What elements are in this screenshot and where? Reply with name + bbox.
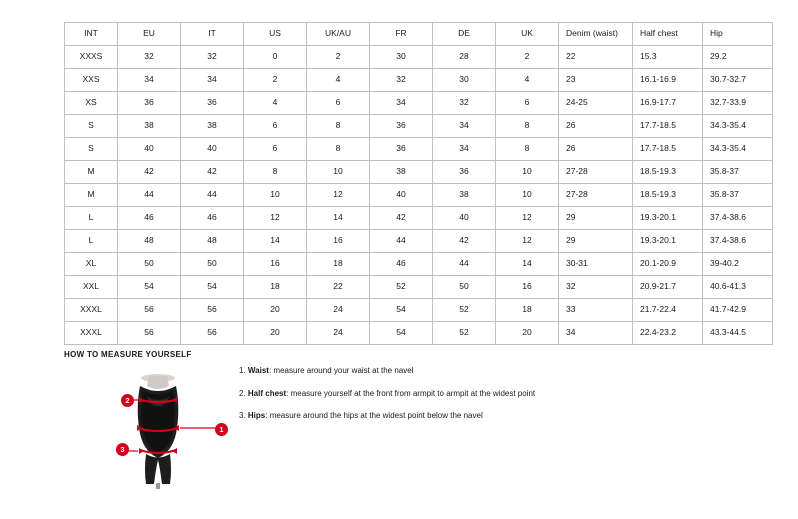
- cell-us: 10: [244, 184, 307, 207]
- cell-int: XXL: [65, 276, 118, 299]
- mannequin-illustration: [94, 366, 224, 491]
- size-table-container: [64, 22, 746, 345]
- marker-2-half-chest: 2: [121, 394, 134, 407]
- cell-int: L: [65, 207, 118, 230]
- table-row: [65, 138, 773, 161]
- cell-uk: 16: [496, 276, 559, 299]
- table-row: [65, 322, 773, 345]
- cell-int: M: [65, 161, 118, 184]
- cell-de: 42: [433, 230, 496, 253]
- col-header-eu: EU: [118, 23, 181, 46]
- cell-eu: 50: [118, 253, 181, 276]
- cell-denim: 30-31: [559, 253, 633, 276]
- cell-us: 8: [244, 161, 307, 184]
- note-number-2: 2.: [239, 388, 246, 398]
- marker-1-waist: 1: [215, 423, 228, 436]
- cell-us: 20: [244, 322, 307, 345]
- cell-fr: 52: [370, 276, 433, 299]
- cell-us: 18: [244, 276, 307, 299]
- cell-denim: 27-28: [559, 161, 633, 184]
- cell-eu: 38: [118, 115, 181, 138]
- col-header-us: US: [244, 23, 307, 46]
- table-row: [65, 69, 773, 92]
- table-row: [65, 46, 773, 69]
- cell-us: 14: [244, 230, 307, 253]
- cell-uk-au: 6: [307, 92, 370, 115]
- cell-int: XL: [65, 253, 118, 276]
- table-row: [65, 299, 773, 322]
- cell-de: 28: [433, 46, 496, 69]
- cell-fr: 36: [370, 138, 433, 161]
- cell-hip: 35.8-37: [703, 161, 773, 184]
- cell-int: L: [65, 230, 118, 253]
- cell-it: 36: [181, 92, 244, 115]
- cell-uk: 8: [496, 138, 559, 161]
- cell-eu: 40: [118, 138, 181, 161]
- cell-de: 34: [433, 138, 496, 161]
- cell-it: 48: [181, 230, 244, 253]
- cell-uk-au: 4: [307, 69, 370, 92]
- cell-fr: 54: [370, 322, 433, 345]
- cell-denim: 32: [559, 276, 633, 299]
- col-header-denim-waist: Denim (waist): [559, 23, 633, 46]
- table-row: [65, 230, 773, 253]
- note-number-1: 1.: [239, 366, 246, 375]
- cell-eu: 36: [118, 92, 181, 115]
- table-row: [65, 276, 773, 299]
- cell-uk-au: 8: [307, 115, 370, 138]
- cell-half-chest: 21.7-22.4: [633, 299, 703, 322]
- cell-uk: 14: [496, 253, 559, 276]
- table-row: [65, 161, 773, 184]
- measure-note-half-chest: [239, 389, 709, 399]
- cell-half-chest: 16.9-17.7: [633, 92, 703, 115]
- cell-eu: 54: [118, 276, 181, 299]
- cell-it: 46: [181, 207, 244, 230]
- cell-uk: 2: [496, 46, 559, 69]
- table-row: [65, 253, 773, 276]
- cell-int: XXXL: [65, 322, 118, 345]
- cell-uk: 10: [496, 184, 559, 207]
- marker-3-hips: 3: [116, 443, 129, 456]
- cell-uk-au: 24: [307, 299, 370, 322]
- cell-de: 30: [433, 69, 496, 92]
- cell-int: XS: [65, 92, 118, 115]
- note-term-waist: Waist: [247, 366, 269, 375]
- cell-it: 56: [181, 322, 244, 345]
- cell-uk-au: 22: [307, 276, 370, 299]
- cell-us: 6: [244, 138, 307, 161]
- cell-int: M: [65, 184, 118, 207]
- note-term-half-chest: Half chest: [247, 388, 287, 398]
- note-term-hips: Hips: [247, 411, 266, 421]
- cell-uk: 20: [496, 322, 559, 345]
- table-header-row: [65, 23, 773, 46]
- cell-de: 52: [433, 299, 496, 322]
- cell-hip: 37.4-38.6: [703, 207, 773, 230]
- cell-eu: 56: [118, 322, 181, 345]
- col-header-int: INT: [65, 23, 118, 46]
- cell-us: 6: [244, 115, 307, 138]
- cell-fr: 46: [370, 253, 433, 276]
- cell-half-chest: 18.5-19.3: [633, 161, 703, 184]
- cell-it: 54: [181, 276, 244, 299]
- cell-half-chest: 18.5-19.3: [633, 184, 703, 207]
- cell-uk: 10: [496, 161, 559, 184]
- cell-it: 38: [181, 115, 244, 138]
- cell-fr: 34: [370, 92, 433, 115]
- col-header-it: IT: [181, 23, 244, 46]
- measure-notes: [239, 366, 709, 434]
- cell-uk-au: 2: [307, 46, 370, 69]
- col-header-uk-au: UK/AU: [307, 23, 370, 46]
- cell-uk: 12: [496, 207, 559, 230]
- cell-hip: 30.7-32.7: [703, 69, 773, 92]
- cell-int: XXS: [65, 69, 118, 92]
- col-header-uk: UK: [496, 23, 559, 46]
- cell-half-chest: 15.3: [633, 46, 703, 69]
- cell-eu: 48: [118, 230, 181, 253]
- cell-eu: 42: [118, 161, 181, 184]
- table-row: [65, 184, 773, 207]
- cell-hip: 40.6-41.3: [703, 276, 773, 299]
- cell-uk: 18: [496, 299, 559, 322]
- cell-hip: 41.7-42.9: [703, 299, 773, 322]
- cell-denim: 29: [559, 207, 633, 230]
- cell-hip: 43.3-44.5: [703, 322, 773, 345]
- cell-hip: 34.3-35.4: [703, 138, 773, 161]
- cell-uk-au: 8: [307, 138, 370, 161]
- cell-uk: 12: [496, 230, 559, 253]
- cell-half-chest: 19.3-20.1: [633, 230, 703, 253]
- cell-uk: 8: [496, 115, 559, 138]
- cell-fr: 38: [370, 161, 433, 184]
- cell-eu: 56: [118, 299, 181, 322]
- cell-uk-au: 24: [307, 322, 370, 345]
- mannequin-svg: [94, 366, 224, 491]
- cell-int: S: [65, 115, 118, 138]
- cell-fr: 42: [370, 207, 433, 230]
- cell-de: 44: [433, 253, 496, 276]
- cell-hip: 37.4-38.6: [703, 230, 773, 253]
- cell-fr: 40: [370, 184, 433, 207]
- cell-half-chest: 19.3-20.1: [633, 207, 703, 230]
- cell-fr: 30: [370, 46, 433, 69]
- measure-note-waist: [239, 366, 709, 376]
- cell-de: 40: [433, 207, 496, 230]
- note-text-waist: : measure around your waist at the navel: [268, 366, 414, 375]
- cell-it: 34: [181, 69, 244, 92]
- table-row: [65, 207, 773, 230]
- cell-de: 34: [433, 115, 496, 138]
- table-row: [65, 92, 773, 115]
- cell-uk-au: 10: [307, 161, 370, 184]
- cell-fr: 54: [370, 299, 433, 322]
- cell-us: 2: [244, 69, 307, 92]
- cell-hip: 32.7-33.9: [703, 92, 773, 115]
- note-text-half-chest: : measure yourself at the front from armpit to armpit at the widest point: [286, 388, 536, 398]
- cell-it: 50: [181, 253, 244, 276]
- cell-half-chest: 20.1-20.9: [633, 253, 703, 276]
- cell-half-chest: 17.7-18.5: [633, 138, 703, 161]
- cell-it: 42: [181, 161, 244, 184]
- cell-uk-au: 14: [307, 207, 370, 230]
- cell-eu: 46: [118, 207, 181, 230]
- col-header-de: DE: [433, 23, 496, 46]
- cell-us: 16: [244, 253, 307, 276]
- cell-half-chest: 20.9-21.7: [633, 276, 703, 299]
- size-conversion-table: [64, 22, 773, 345]
- cell-uk: 4: [496, 69, 559, 92]
- cell-fr: 32: [370, 69, 433, 92]
- cell-us: 20: [244, 299, 307, 322]
- cell-denim: 26: [559, 138, 633, 161]
- cell-int: XXXS: [65, 46, 118, 69]
- cell-eu: 34: [118, 69, 181, 92]
- cell-us: 12: [244, 207, 307, 230]
- measure-note-hips: [239, 411, 709, 421]
- cell-uk-au: 16: [307, 230, 370, 253]
- cell-uk: 6: [496, 92, 559, 115]
- cell-hip: 39-40.2: [703, 253, 773, 276]
- cell-int: S: [65, 138, 118, 161]
- how-to-measure-section: [64, 366, 734, 496]
- cell-it: 44: [181, 184, 244, 207]
- cell-denim: 33: [559, 299, 633, 322]
- cell-half-chest: 16.1-16.9: [633, 69, 703, 92]
- cell-denim: 26: [559, 115, 633, 138]
- cell-de: 50: [433, 276, 496, 299]
- cell-de: 52: [433, 322, 496, 345]
- cell-it: 32: [181, 46, 244, 69]
- cell-hip: 29.2: [703, 46, 773, 69]
- cell-half-chest: 22.4-23.2: [633, 322, 703, 345]
- cell-uk-au: 18: [307, 253, 370, 276]
- cell-fr: 44: [370, 230, 433, 253]
- cell-int: XXXL: [65, 299, 118, 322]
- col-header-hip: Hip: [703, 23, 773, 46]
- table-row: [65, 115, 773, 138]
- cell-denim: 24-25: [559, 92, 633, 115]
- cell-denim: 23: [559, 69, 633, 92]
- cell-it: 56: [181, 299, 244, 322]
- cell-denim: 34: [559, 322, 633, 345]
- cell-fr: 36: [370, 115, 433, 138]
- cell-us: 0: [244, 46, 307, 69]
- cell-de: 36: [433, 161, 496, 184]
- cell-it: 40: [181, 138, 244, 161]
- cell-us: 4: [244, 92, 307, 115]
- cell-de: 38: [433, 184, 496, 207]
- cell-half-chest: 17.7-18.5: [633, 115, 703, 138]
- note-text-hips: : measure around the hips at the widest point below the navel: [265, 411, 483, 421]
- cell-hip: 35.8-37: [703, 184, 773, 207]
- cell-uk-au: 12: [307, 184, 370, 207]
- note-number-3: 3.: [239, 411, 246, 421]
- cell-denim: 27-28: [559, 184, 633, 207]
- cell-denim: 22: [559, 46, 633, 69]
- how-to-measure-title: HOW TO MEASURE YOURSELF: [64, 350, 192, 359]
- col-header-half-chest: Half chest: [633, 23, 703, 46]
- col-header-fr: FR: [370, 23, 433, 46]
- cell-hip: 34.3-35.4: [703, 115, 773, 138]
- cell-de: 32: [433, 92, 496, 115]
- cell-eu: 44: [118, 184, 181, 207]
- cell-denim: 29: [559, 230, 633, 253]
- cell-eu: 32: [118, 46, 181, 69]
